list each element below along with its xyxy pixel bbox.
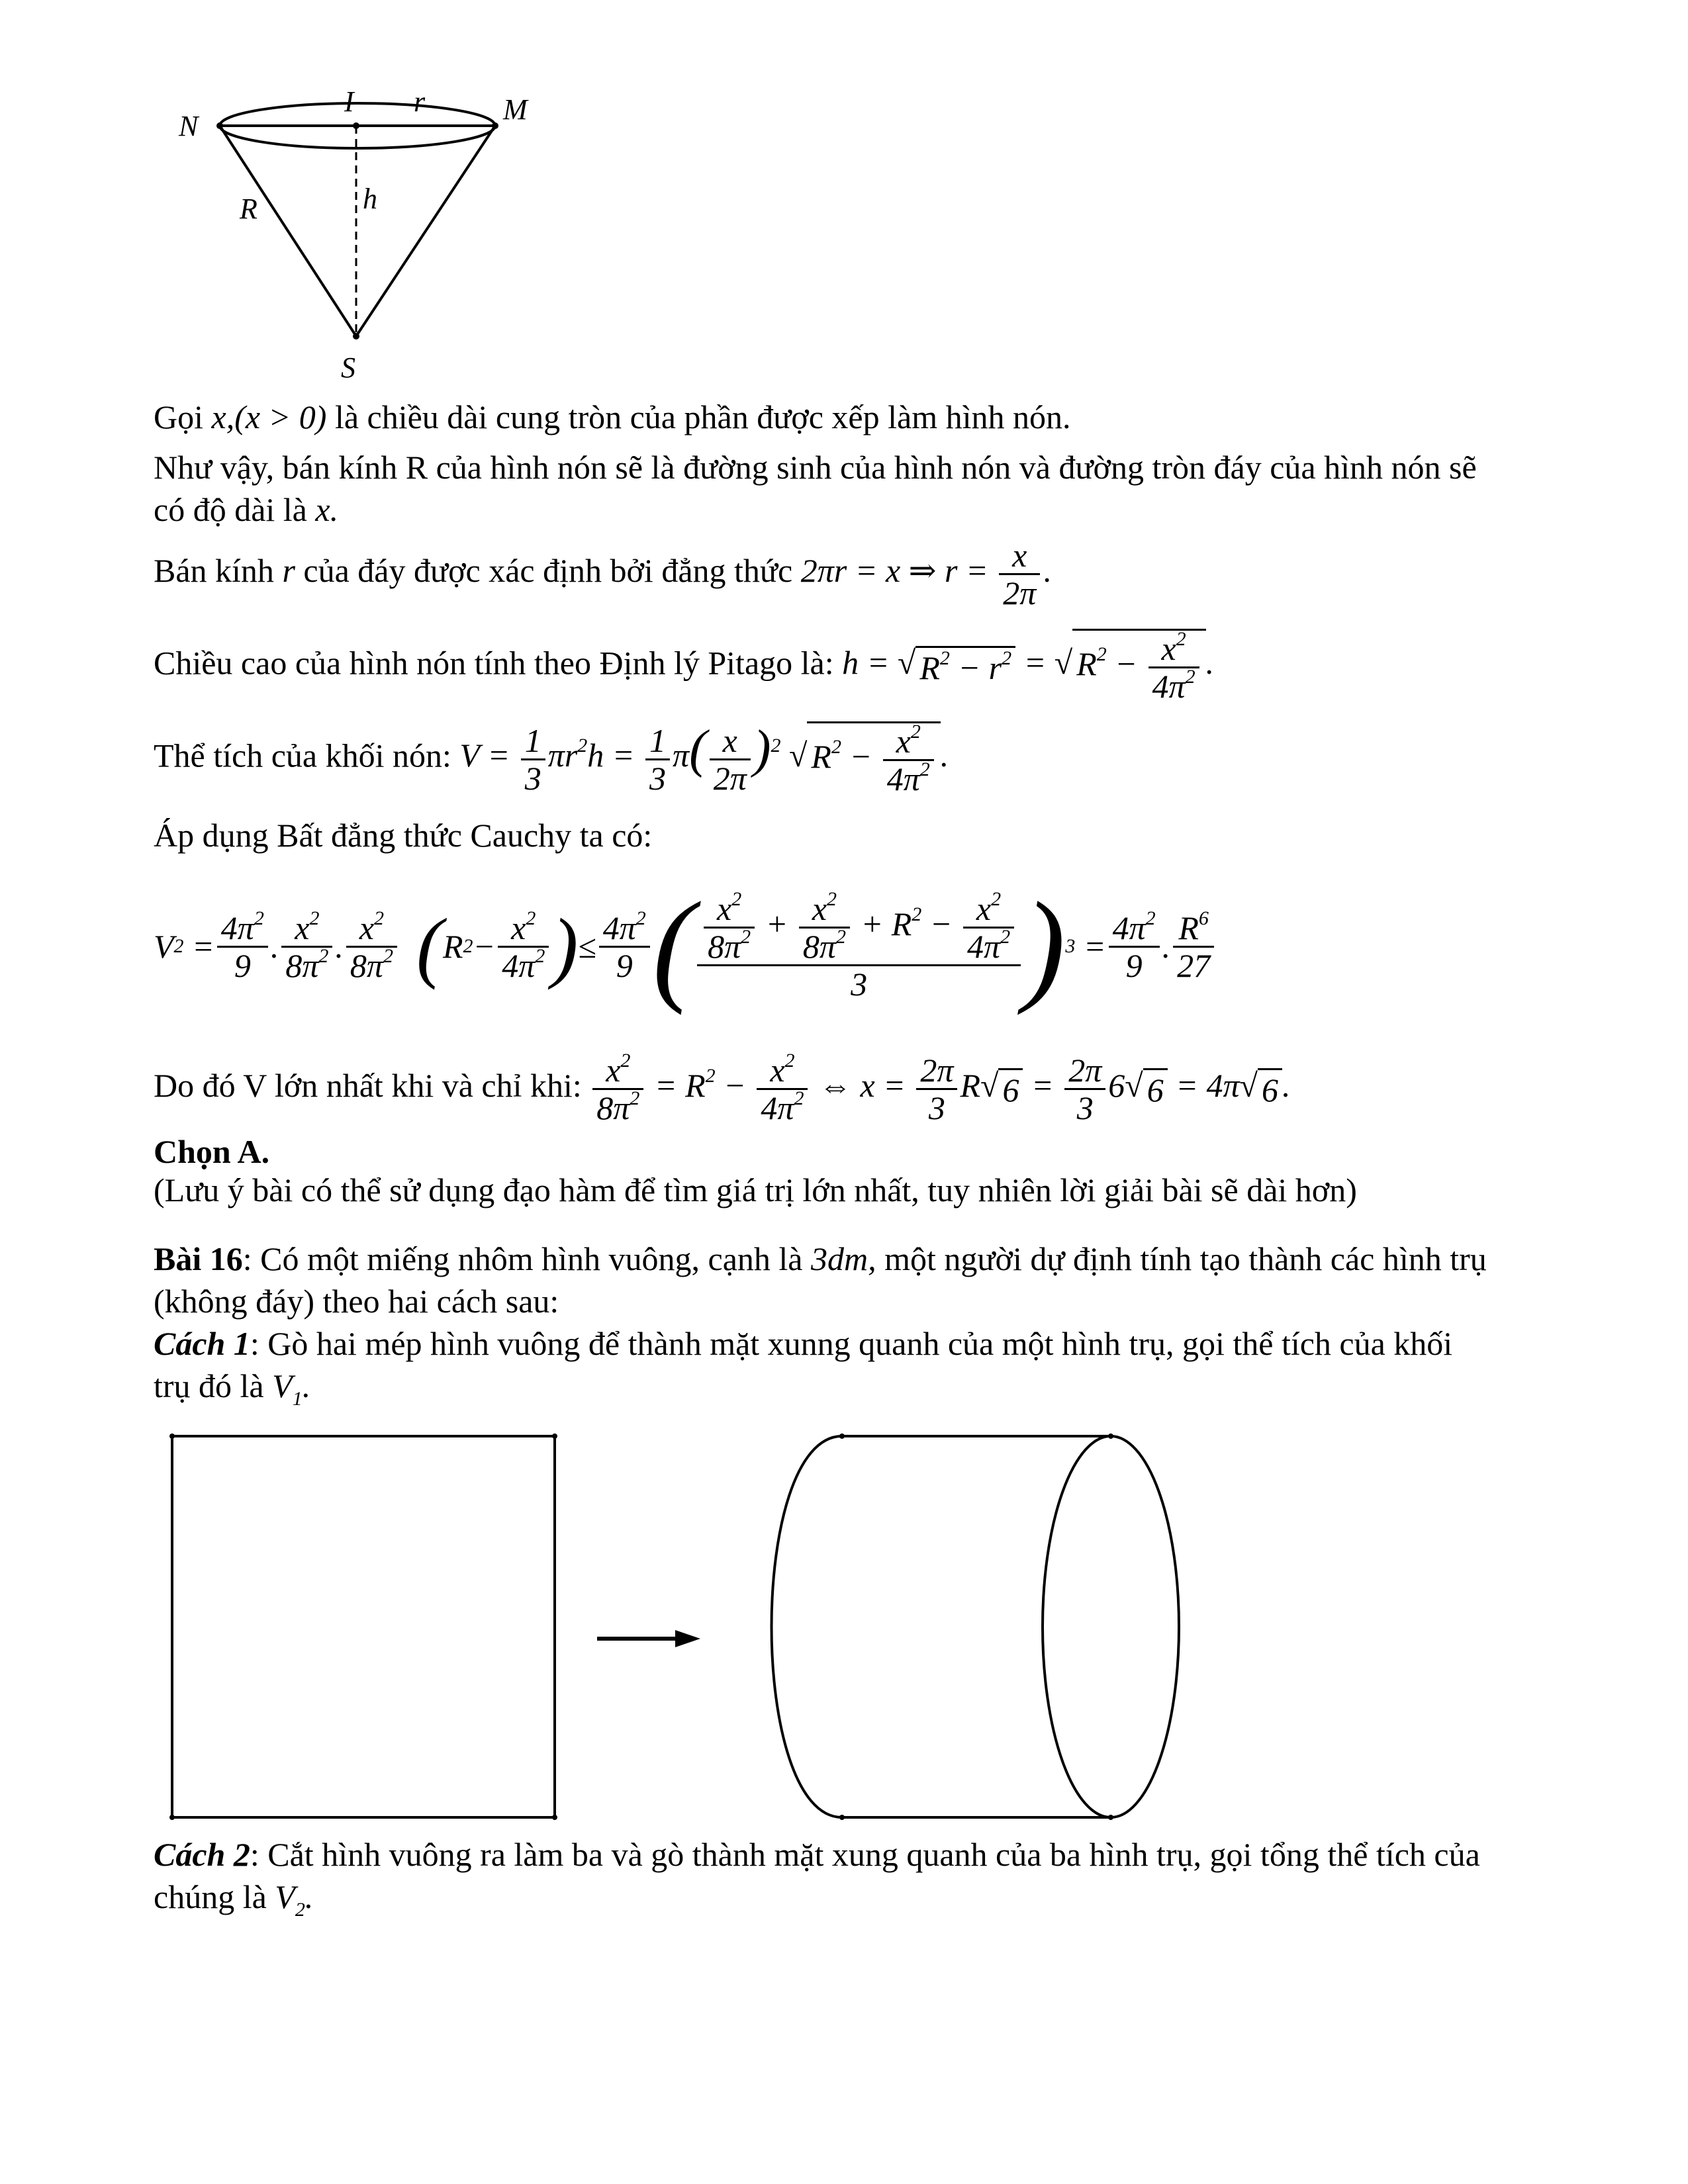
square-to-cylinder-figure — [159, 1423, 1218, 1827]
problem-16: Bài 16: Có một miếng nhôm hình vuông, cạnh là 3dm, một người dự định tính tạo thành các hình trụ — [154, 1240, 1487, 1277]
label-r: r — [414, 86, 426, 118]
label-M: M — [503, 93, 528, 126]
label-S: S — [341, 351, 355, 384]
line-8-inequality: V 2 = $\frac{4\pi^2}{9}$ . $\frac{x^2}{8\pi^2}$ . $\frac{x^2}{8\pi^2}$ ( R 2 − $\frac{x^2}{4\pi^2}$ ) ≤ $\frac{4\pi^2}{9}$ ( $\frac{x^2}{8\pi^2}$ + $\frac{x^2}{8\pi^2}$ + $R^2$ − $\frac{x^2}{4\pi^2}$ 3 ) 3 = $\frac{4\pi^2}{9}$ . $\frac{R^6}{27}$ — [154, 860, 1217, 1032]
cylinder-front-ellipse — [1043, 1436, 1179, 1817]
line-5-height: Chiều cao của hình nón tính theo Định lý Pitago là: h = √ $R^2 - r^2$ = √ $R^2$ − $\frac{x^2}{4\pi^2}$ . — [154, 628, 1215, 705]
problem-16-line2: (không đáy) theo hai cách sau: — [154, 1283, 559, 1320]
cylinder-back-arc — [772, 1436, 843, 1817]
cone-figure — [159, 86, 569, 390]
method-1: Cách 1: Gò hai mép hình vuông để thành mặt xunng quanh của một hình trụ, gọi thể tích của khối — [154, 1325, 1453, 1362]
line-2: Như vậy, bán kính R của hình nón sẽ là đường sinh của hình nón và đường tròn đáy của hình nón sẽ — [154, 449, 1477, 486]
label-I: I — [344, 86, 354, 118]
method-2-line2: chúng là $V_2$. — [154, 1878, 314, 1921]
label-N: N — [179, 110, 199, 142]
cone-right-side — [356, 126, 495, 336]
method-1-line2: trụ đó là $V_1$. — [154, 1367, 311, 1410]
line-9-max: Do đó V lớn nhất khi và chỉ khi: $\frac{x^2}{8\pi^2}$ = $R^2$ − $\frac{x^2}{4\pi^2}$ ⇔ x = $\frac{2\pi}{3}$ R√ 6 = $\frac{2\pi}{3}$ 6√ 6 = 4π√ 6 . — [154, 1050, 1291, 1126]
line-3: có độ dài là x. — [154, 491, 339, 528]
line-6-volume: Thể tích của khối nón: V = $\frac{1}{3}$ $\pi r^2h$ = $\frac{1}{3}$ π( $\frac{x}{2\pi}$ )$^2$ √ $R^2$ − $\frac{x^2}{4\pi^2}$ . — [154, 720, 949, 797]
method-2: Cách 2: Cắt hình vuông ra làm ba và gò thành mặt xung quanh của ba hình trụ, gọi tổng thể tích của — [154, 1836, 1480, 1873]
line-4-radius: Bán kính r của đáy được xác định bởi đẳng thức 2πr = x ⇒ r = $\frac{x}{2\pi}$ . — [154, 537, 1051, 612]
label-h: h — [363, 183, 377, 215]
aluminum-square — [172, 1436, 555, 1817]
cone-left-side — [220, 126, 356, 336]
label-R: R — [240, 193, 258, 225]
line-7-cauchy: Áp dụng Bất đẳng thức Cauchy ta có: — [154, 817, 653, 854]
note-text: (Lưu ý bài có thể sử dụng đạo hàm để tìm giá trị lớn nhất, tuy nhiên lời giải bài sẽ dài hơn) — [154, 1171, 1357, 1208]
line-1: Gọi x,(x > 0) là chiều dài cung tròn của phần được xếp làm hình nón. — [154, 398, 1071, 435]
answer-choice: Chọn A. — [154, 1133, 270, 1170]
